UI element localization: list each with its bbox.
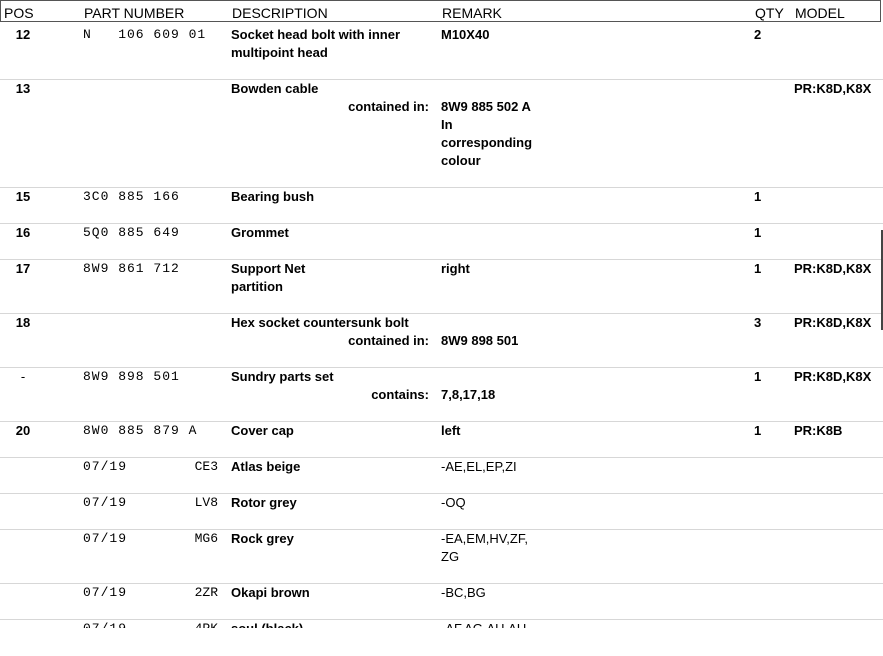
table-row[interactable] xyxy=(0,494,883,530)
row-part-number: 5Q0 885 649 xyxy=(83,225,180,240)
header-description[interactable]: DESCRIPTION xyxy=(232,5,328,21)
row-date: 07/19 xyxy=(83,531,128,546)
row-description: Rock grey xyxy=(231,531,294,546)
row-description: Sundry parts set xyxy=(231,369,334,384)
row-pos: 20 xyxy=(15,423,31,438)
row-pos: 15 xyxy=(15,189,31,204)
row-description: Rotor grey xyxy=(231,495,297,510)
row-model: PR:K8B xyxy=(794,423,843,438)
row-color-code: 2ZR xyxy=(194,585,218,600)
row-qty: 1 xyxy=(754,261,762,276)
row-remark: -EA,EM,HV,ZF, ZG xyxy=(441,531,528,564)
header-model[interactable]: MODEL xyxy=(795,5,845,21)
row-qty: 1 xyxy=(754,369,762,384)
header-part-number[interactable]: PART NUMBER xyxy=(84,5,185,21)
row-qty: 3 xyxy=(754,315,762,330)
row-pos: 12 xyxy=(15,27,31,42)
row-part-number: N 106 609 01 xyxy=(83,27,207,42)
row-remark: -BC,BG xyxy=(441,585,486,600)
row-remark: -AE,EL,EP,ZI xyxy=(441,459,517,474)
table-row[interactable] xyxy=(0,188,883,224)
table-row[interactable] xyxy=(0,224,883,260)
header-remark[interactable]: REMARK xyxy=(442,5,502,21)
row-qty: 1 xyxy=(754,423,762,438)
row-description: Okapi brown xyxy=(231,585,310,600)
row-model: PR:K8D,K8X xyxy=(794,261,872,276)
row-model: PR:K8D,K8X xyxy=(794,81,872,96)
row-part-number: 3C0 885 166 xyxy=(83,189,180,204)
row-remark: 7,8,17,18 xyxy=(441,387,496,402)
table-row[interactable] xyxy=(0,314,883,368)
row-color-code: MG6 xyxy=(194,531,218,546)
row-remark: 8W9 898 501 xyxy=(441,333,519,348)
table-row[interactable] xyxy=(0,368,883,422)
row-sublabel: contains: xyxy=(371,387,429,402)
row-color-code: CE3 xyxy=(194,459,218,474)
row-description: Socket head bolt with inner multipoint head xyxy=(231,27,401,60)
row-model: PR:K8D,K8X xyxy=(794,315,872,330)
table-row[interactable] xyxy=(0,260,883,314)
row-pos: 13 xyxy=(15,81,31,96)
row-qty: 1 xyxy=(754,189,762,204)
row-part-number: 8W9 861 712 xyxy=(83,261,180,276)
table-row[interactable] xyxy=(0,584,883,620)
header-qty[interactable]: QTY xyxy=(755,5,784,21)
row-remark: right xyxy=(441,261,470,276)
row-part-number: 8W9 898 501 xyxy=(83,369,180,384)
table-row[interactable] xyxy=(0,458,883,494)
row-pos: 16 xyxy=(15,225,31,240)
row-date: 07/19 xyxy=(83,459,128,474)
row-description: Hex socket countersunk bolt xyxy=(231,315,409,330)
row-description: Cover cap xyxy=(231,423,294,438)
row-remark: 8W9 885 502 A In corresponding colour xyxy=(441,99,533,168)
row-qty: 2 xyxy=(754,27,762,42)
row-pos: - xyxy=(20,369,26,384)
row-description: Bowden cable xyxy=(231,81,319,96)
row-remark: M10X40 xyxy=(441,27,490,42)
table-row[interactable] xyxy=(0,22,883,80)
row-sublabel: contained in: xyxy=(348,333,429,348)
row-sublabel: contained in: xyxy=(348,99,429,114)
table-row[interactable] xyxy=(0,422,883,458)
row-description: Bearing bush xyxy=(231,189,315,204)
row-remark: left xyxy=(441,423,461,438)
row-description: Atlas beige xyxy=(231,459,301,474)
row-model: PR:K8D,K8X xyxy=(794,369,872,384)
row-description: Support Net partition xyxy=(231,261,306,294)
row-color-code: LV8 xyxy=(194,495,218,510)
row-date: 07/19 xyxy=(83,585,128,600)
table-row[interactable] xyxy=(0,80,883,188)
row-qty: 1 xyxy=(754,225,762,240)
table-header xyxy=(0,0,881,22)
row-pos: 18 xyxy=(15,315,31,330)
row-pos: 17 xyxy=(15,261,31,276)
row-part-number: 8W0 885 879 A xyxy=(83,423,198,438)
row-remark: -OQ xyxy=(441,495,466,510)
row-date: 07/19 xyxy=(83,495,128,510)
bottom-bar xyxy=(0,628,883,644)
header-pos[interactable]: POS xyxy=(4,5,34,21)
table-row[interactable] xyxy=(0,530,883,584)
row-description: Grommet xyxy=(231,225,289,240)
